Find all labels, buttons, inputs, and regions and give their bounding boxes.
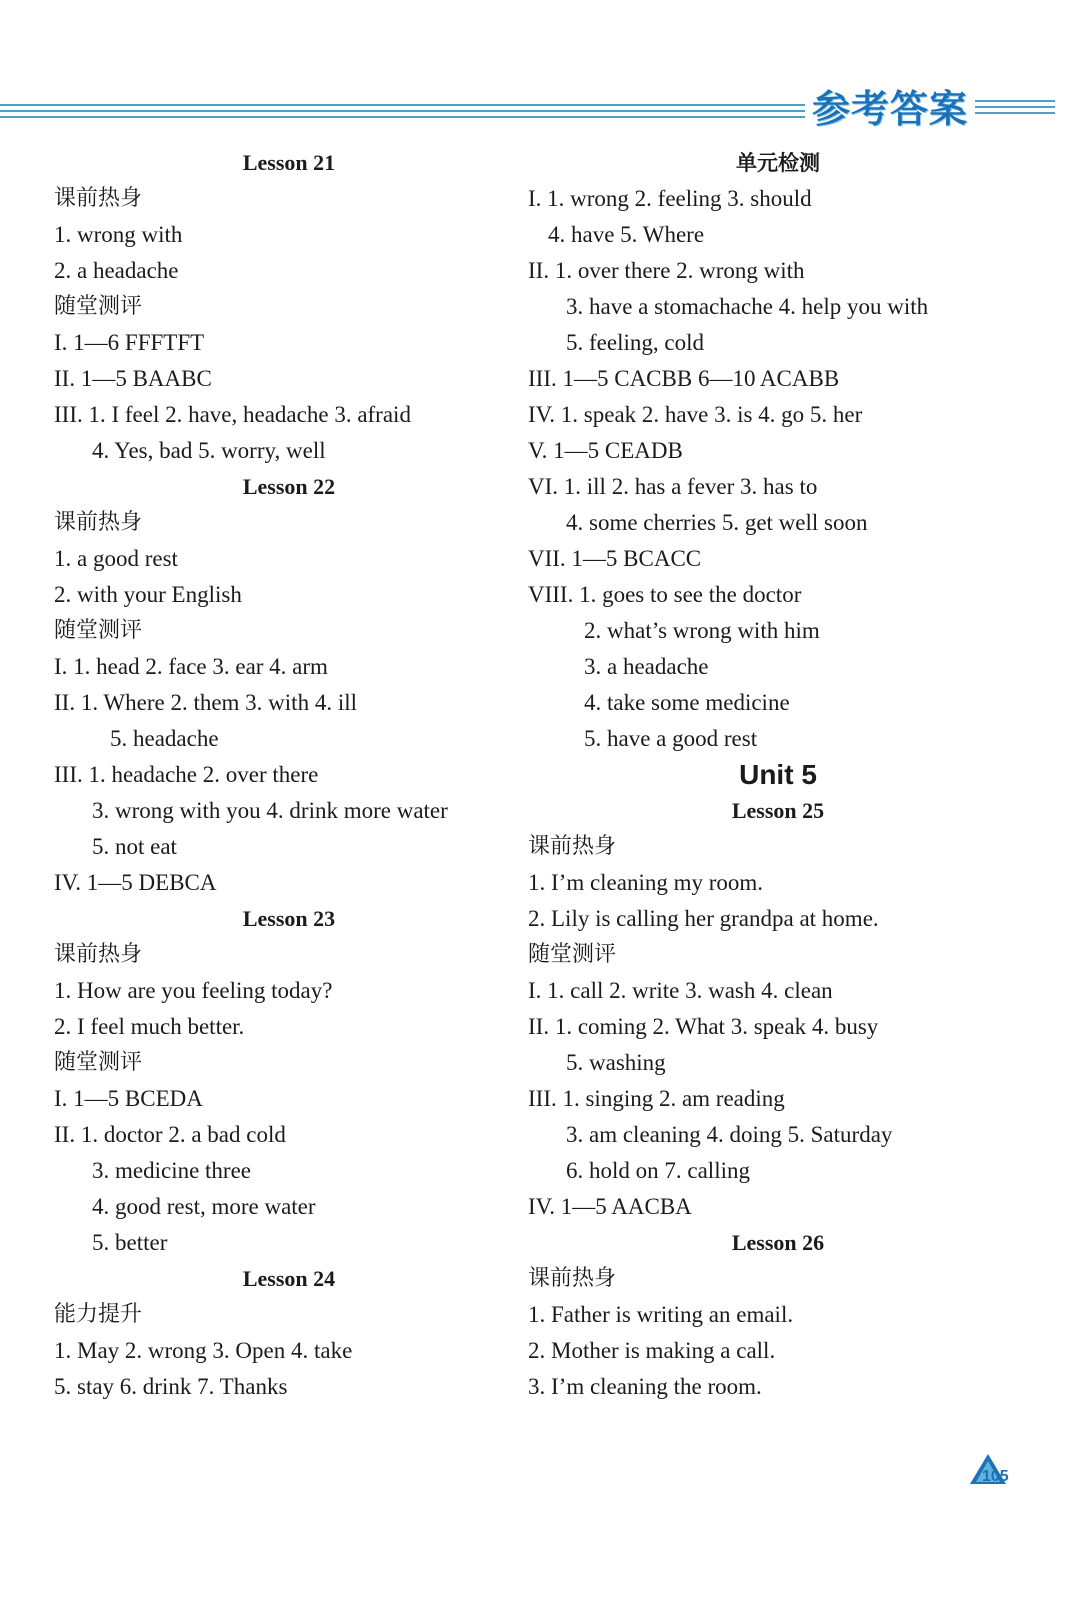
- answer-line: IV. 1. speak 2. have 3. is 4. go 5. her: [528, 402, 863, 427]
- answer-line: 5. feeling, cold: [566, 330, 704, 355]
- answer-line: 3. wrong with you 4. drink more water: [92, 798, 448, 823]
- header-rule: [0, 110, 805, 112]
- answer-line: III. 1. headache 2. over there: [54, 762, 319, 787]
- section-heading: Lesson 23: [242, 906, 336, 931]
- answer-line: 3. medicine three: [92, 1158, 252, 1183]
- subsection-label: 能力提升: [54, 1302, 143, 1327]
- answer-line: 3. have a stomachache 4. help you with: [566, 294, 929, 319]
- section-heading: Lesson 22: [242, 474, 336, 499]
- answer-line: VII. 1—5 BCACC: [528, 546, 702, 571]
- answer-line: 6. hold on 7. calling: [566, 1158, 750, 1183]
- answer-line: III. 1—5 CACBB 6—10 ACABB: [528, 366, 840, 391]
- subsection-label: 随堂测评: [54, 618, 143, 643]
- answer-line: 3. am cleaning 4. doing 5. Saturday: [566, 1122, 893, 1147]
- answer-line: 5. have a good rest: [584, 726, 758, 751]
- subsection-label: 随堂测评: [54, 294, 143, 319]
- left-column: [54, 145, 524, 1405]
- answer-line: IV. 1—5 DEBCA: [54, 870, 217, 895]
- page-title: 参考答案: [812, 87, 969, 131]
- unit-heading: Unit 5: [739, 759, 817, 790]
- answer-line: 1. Father is writing an email.: [528, 1302, 794, 1327]
- answer-line: 1. a good rest: [54, 546, 178, 571]
- answer-line: 2. I feel much better.: [54, 1014, 245, 1039]
- page-number: 105: [982, 1468, 1009, 1485]
- answer-line: I. 1. head 2. face 3. ear 4. arm: [54, 654, 328, 679]
- answer-line: 5. washing: [566, 1050, 666, 1075]
- answer-line: II. 1—5 BAABC: [54, 366, 212, 391]
- section-heading: Lesson 21: [242, 150, 336, 175]
- answer-line: VIII. 1. goes to see the doctor: [528, 582, 802, 607]
- answer-line: 2. with your English: [54, 582, 242, 607]
- right-column: [528, 145, 1028, 1405]
- subsection-label: 随堂测评: [528, 942, 617, 967]
- answer-line: V. 1—5 CEADB: [528, 438, 683, 463]
- answer-line: II. 1. coming 2. What 3. speak 4. busy: [528, 1014, 879, 1039]
- answer-line: 2. Mother is making a call.: [528, 1338, 776, 1363]
- header-rule: [975, 100, 1055, 102]
- answer-line: III. 1. singing 2. am reading: [528, 1086, 785, 1111]
- answer-line: 2. what’s wrong with him: [584, 618, 820, 643]
- answer-line: 5. stay 6. drink 7. Thanks: [54, 1374, 288, 1399]
- answer-line: II. 1. doctor 2. a bad cold: [54, 1122, 286, 1147]
- answer-line: 2. a headache: [54, 258, 179, 283]
- answer-line: 1. I’m cleaning my room.: [528, 870, 764, 895]
- answer-line: II. 1. over there 2. wrong with: [528, 258, 805, 283]
- answer-line: I. 1—5 BCEDA: [54, 1086, 203, 1111]
- subsection-label: 随堂测评: [54, 1050, 143, 1075]
- answer-line: 3. a headache: [584, 654, 709, 679]
- answer-line: 1. How are you feeling today?: [54, 978, 333, 1003]
- section-heading: Lesson 26: [731, 1230, 825, 1255]
- section-heading: Lesson 25: [731, 798, 825, 823]
- answer-line: 2. Lily is calling her grandpa at home.: [528, 906, 879, 931]
- section-heading: 单元检测: [736, 151, 820, 175]
- header-rule: [975, 106, 1055, 108]
- section-heading: Lesson 24: [242, 1266, 336, 1291]
- subsection-label: 课前热身: [54, 942, 143, 967]
- header-rule: [0, 104, 805, 106]
- answer-line: III. 1. I feel 2. have, headache 3. afraid: [54, 402, 411, 427]
- answer-line: I. 1. call 2. write 3. wash 4. clean: [528, 978, 833, 1003]
- answer-line: 5. better: [92, 1230, 168, 1255]
- answer-line: 4. good rest, more water: [92, 1194, 316, 1219]
- answer-line: II. 1. Where 2. them 3. with 4. ill: [54, 690, 357, 715]
- subsection-label: 课前热身: [54, 510, 143, 535]
- answer-line: 4. Yes, bad 5. worry, well: [92, 438, 326, 463]
- subsection-label: 课前热身: [54, 186, 143, 211]
- header-rule: [975, 112, 1055, 114]
- answer-line: 5. not eat: [92, 834, 177, 859]
- answer-line: I. 1—6 FFFTFT: [54, 330, 205, 355]
- answer-line: 3. I’m cleaning the room.: [528, 1374, 762, 1399]
- answer-line: 5. headache: [110, 726, 219, 751]
- subsection-label: 课前热身: [528, 1266, 617, 1291]
- answer-line: 4. some cherries 5. get well soon: [566, 510, 868, 535]
- answer-line: 1. wrong with: [54, 222, 183, 247]
- answer-line: 1. May 2. wrong 3. Open 4. take: [54, 1338, 353, 1363]
- answer-line: 4. have 5. Where: [548, 222, 705, 247]
- header-rule: [0, 116, 805, 118]
- answer-line: VI. 1. ill 2. has a fever 3. has to: [528, 474, 818, 499]
- answer-line: IV. 1—5 AACBA: [528, 1194, 692, 1219]
- answer-line: 4. take some medicine: [584, 690, 790, 715]
- page-header: [0, 0, 1079, 140]
- subsection-label: 课前热身: [528, 834, 617, 859]
- answer-line: I. 1. wrong 2. feeling 3. should: [528, 186, 812, 211]
